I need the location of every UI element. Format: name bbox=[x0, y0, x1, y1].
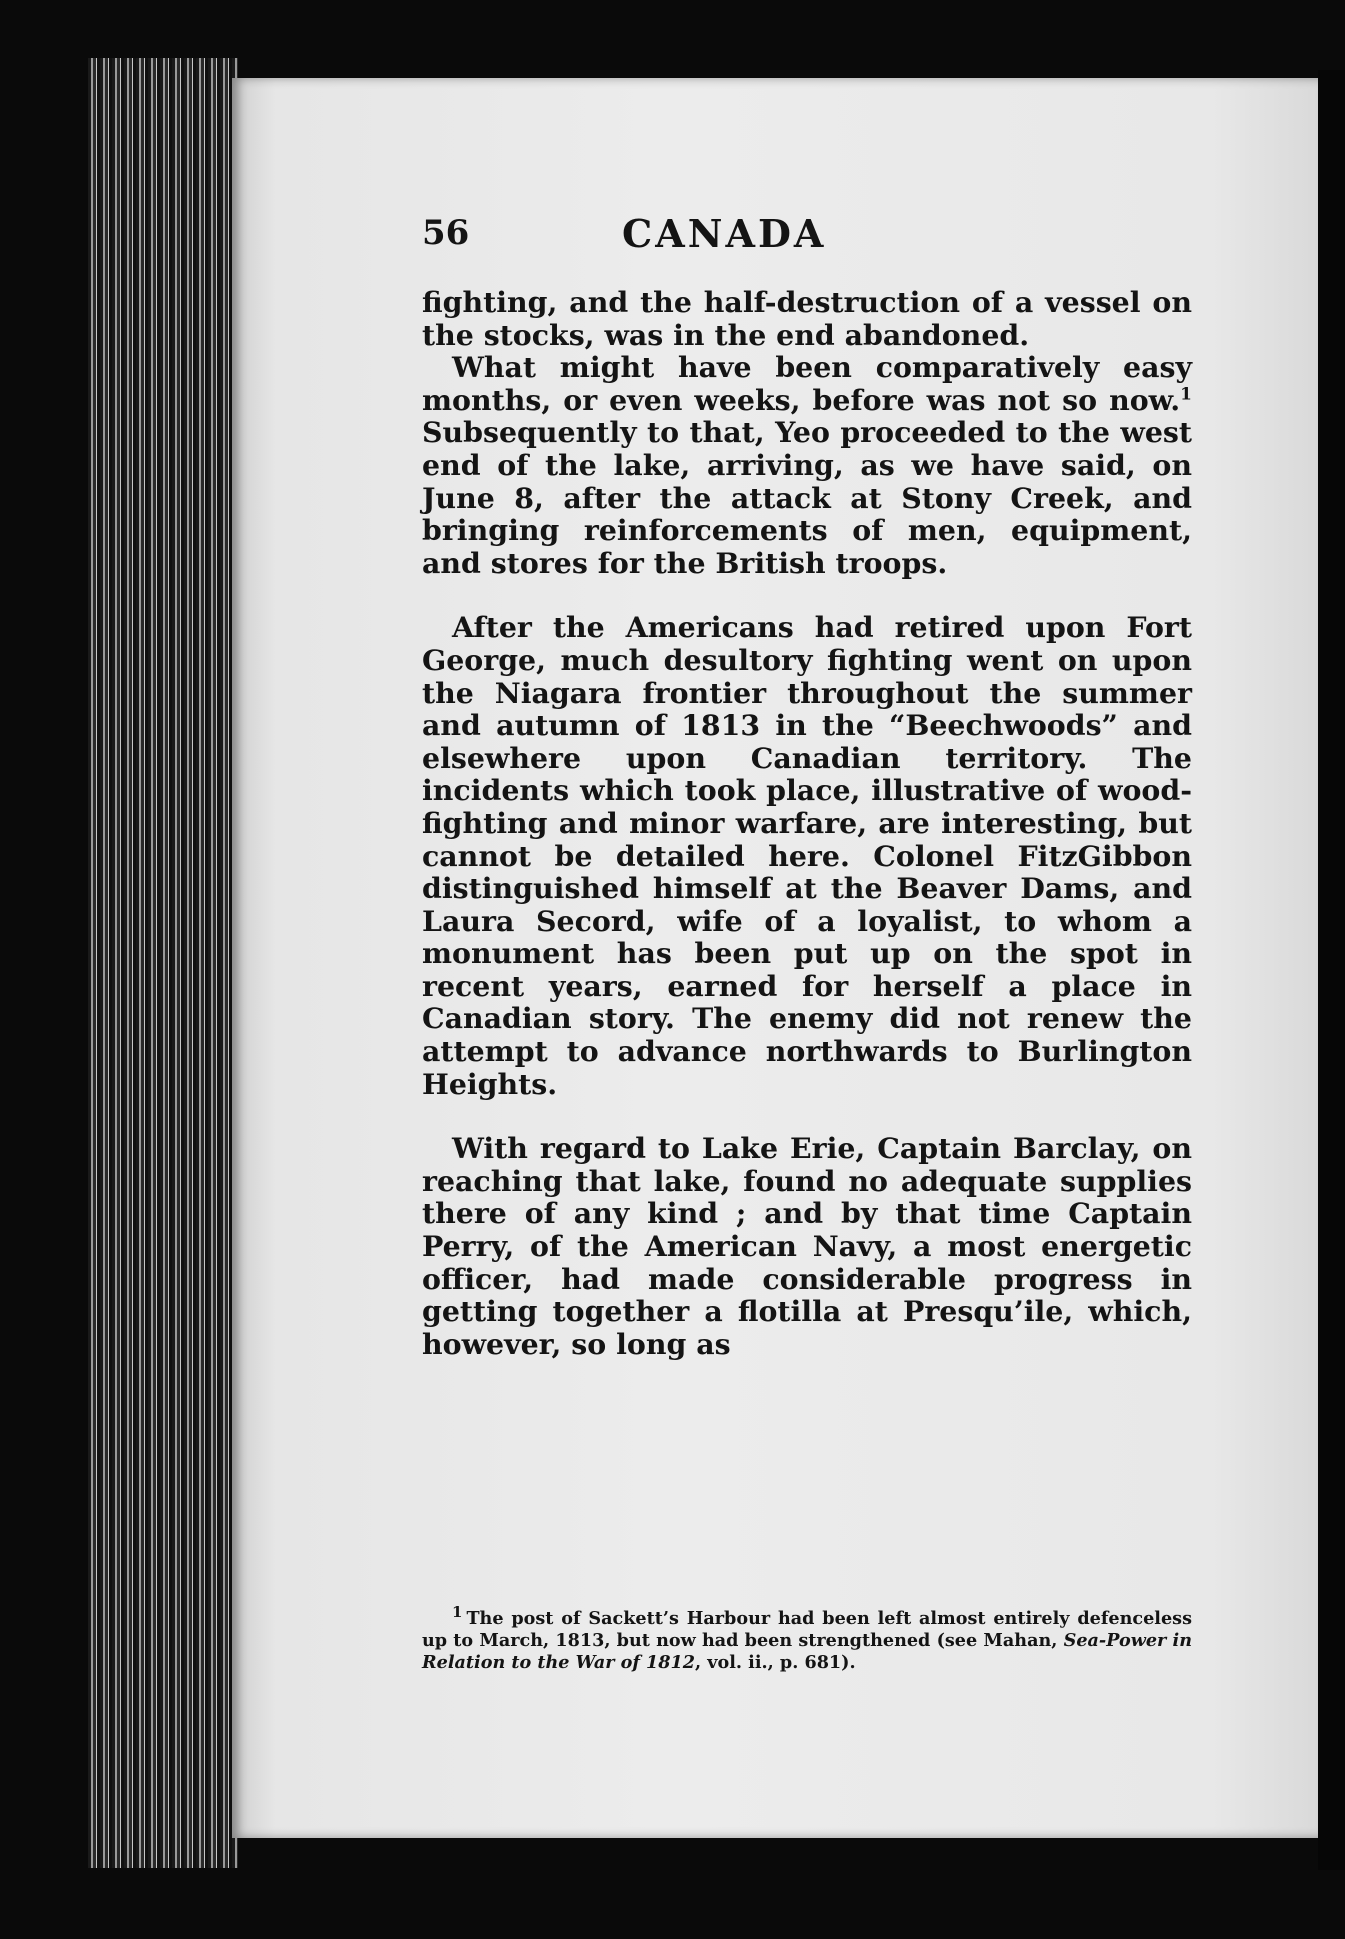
scan-right-border bbox=[1318, 70, 1345, 1870]
footnote-mark: 1 bbox=[452, 1603, 463, 1622]
paragraph-gap bbox=[422, 579, 1192, 611]
running-head: CANADA bbox=[622, 211, 827, 256]
book-page-edges bbox=[88, 58, 238, 1868]
paragraph-gap bbox=[422, 1100, 1192, 1132]
footnote-book-title: Sea-Power in Relation to the War of 1812 bbox=[422, 1630, 1192, 1673]
page-sheet bbox=[232, 78, 1320, 1838]
footnote bbox=[422, 1603, 1192, 1674]
page-header bbox=[422, 213, 1192, 273]
paragraph-2-continued: Subsequently to that, Yeo proceeded to the west end of the lake, arriving, as we have said, on June 8, after the attack at Stony Creek, and bringing reinforcements of men, equipment, and stores for the British troops. bbox=[422, 415, 1192, 580]
body-text bbox=[422, 286, 1192, 1360]
paragraph-3: After the Americans had retired upon Fort George, much desultory fighting went on upon the Niagara frontier throughout the summer and autumn of 1813 in the “Beechwoods” and elsewhere upon Canadian territory. The incidents which took place, illustrative of wood-fighting and minor warfare, are interesting, but cannot be detailed here. Colonel FitzGibbon distinguished himself at the Beaver Dams, and Laura Secord, wife of a loyalist, to whom a monument has been put up on the spot in recent years, earned for herself a place in Canadian story. The enemy did not renew the attempt to advance northwards to Burlington Heights. bbox=[422, 610, 1192, 1101]
paragraph-4: With regard to Lake Erie, Captain Barclay, on reaching that lake, found no adequate supplies there of any kind ; and by that time Captain Perry, of the American Navy, a most energetic officer, had made considerable progress in getting together a flotilla at Presqu’ile, which, however, so long as bbox=[422, 1131, 1192, 1361]
paragraph-2 bbox=[422, 351, 1192, 579]
paragraph-1: fighting, and the half-destruction of a vessel on the stocks, was in the end abandoned. bbox=[422, 285, 1192, 352]
footnote-reference: 1 bbox=[1180, 384, 1192, 405]
footnote-text-end: , vol. ii., p. 681). bbox=[695, 1652, 856, 1673]
page-number: 56 bbox=[422, 213, 470, 253]
footnote-text-start: The post of Sackett’s Harbour had been left almost entirely defenceless up to March, 1813, but now had been strengthened (see Mahan, bbox=[422, 1608, 1192, 1651]
paragraph-2-text: What might have been comparatively easy months, or even weeks, before was not so now. bbox=[422, 350, 1192, 417]
